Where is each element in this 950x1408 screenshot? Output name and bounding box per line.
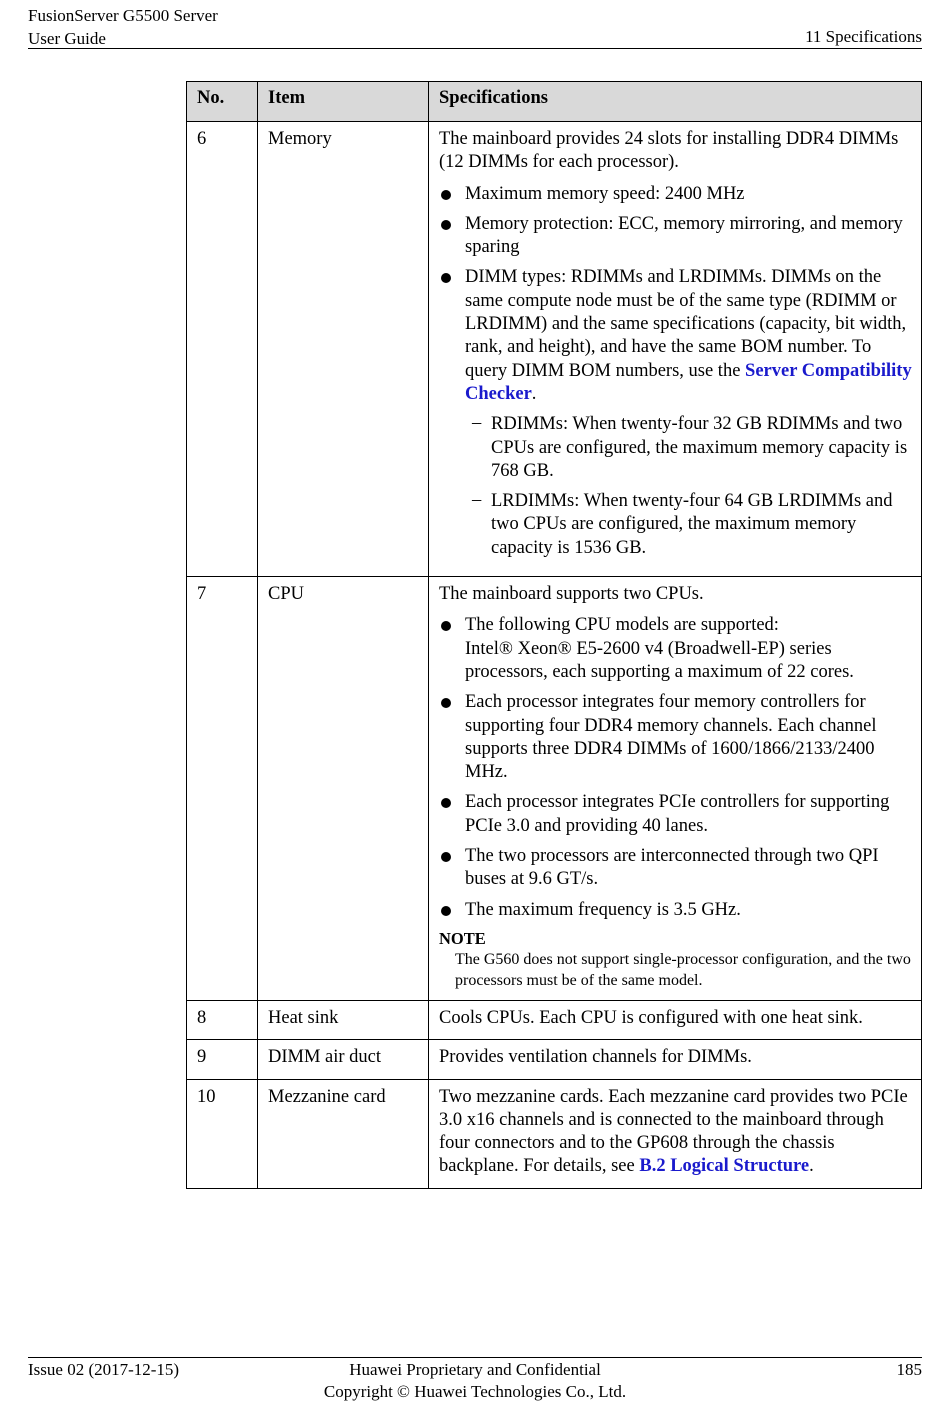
bullet-item: Each processor integrates four memory controllers for supporting four DDR4 memory channels. Each channel supports three DDR4 DIMMs of 1600/1866/2133/2400 MHz. xyxy=(439,691,913,784)
table-row-heat-sink xyxy=(187,1000,922,1039)
row-item: Heat sink xyxy=(258,1000,429,1039)
table-header-row xyxy=(187,82,922,122)
note-label: NOTE xyxy=(439,928,486,948)
bullet-icon xyxy=(441,906,451,916)
row-no: 9 xyxy=(187,1040,258,1079)
header-product: FusionServer G5500 Server xyxy=(28,6,218,25)
spec-table xyxy=(186,81,922,1189)
row-item: DIMM air duct xyxy=(258,1040,429,1079)
bullet-icon xyxy=(441,220,451,230)
bullet-icon xyxy=(441,852,451,862)
header-doc-title: User Guide xyxy=(28,29,106,48)
bullet-item: The following CPU models are supported: Intel® Xeon® E5-2600 v4 (Broadwell-EP) series processors, each supporting a maximum of 22 cores. xyxy=(439,614,913,684)
footer-rule xyxy=(28,1357,922,1358)
row-spec xyxy=(429,122,922,577)
bullet-item: DIMM types: RDIMMs and LRDIMMs. DIMMs on the same compute node must be of the same type (RDIMM or LRDIMM) and the same specifications (capacity, bit width, rank, and height), and have the same BOM number. To query DIMM BOM numbers, use the Server Compatibility Checker. – RDIMMs: When twenty-four 32 GB RDIMMs and two CPUs are configured, the maximum memory capacity is 768 GB. – LRDIMMs: When twenty-four 64 GB LRDIMMs and two CPUs are configured, the maximum memory capacity is 1536 GB. xyxy=(439,266,913,560)
header-rule xyxy=(28,48,922,49)
bullet-icon xyxy=(441,190,451,200)
footer-center xyxy=(28,1359,922,1403)
dash-icon: – xyxy=(472,413,482,434)
note-text: The G560 does not support single-processor configuration, and the two processors must be of the same model. xyxy=(455,950,911,989)
sub-list xyxy=(465,413,913,560)
footer-copyright: Copyright © Huawei Technologies Co., Ltd. xyxy=(323,1382,627,1401)
sub-item: – LRDIMMs: When twenty-four 64 GB LRDIMMs and two CPUs are configured, the maximum memory capacity is 1536 GB. xyxy=(472,490,893,558)
page-number: 185 xyxy=(896,1360,922,1379)
row-no: 10 xyxy=(187,1079,258,1188)
table-row-dimm-air-duct xyxy=(187,1040,922,1079)
row-no: 6 xyxy=(187,122,258,577)
dash-icon: – xyxy=(472,490,482,511)
bullet-item: Each processor integrates PCIe controllers for supporting PCIe 3.0 and providing 40 lanes. xyxy=(439,791,913,838)
row-no: 8 xyxy=(187,1000,258,1039)
bullet-icon xyxy=(441,621,451,631)
bullet-list xyxy=(439,614,913,922)
row-spec: Two mezzanine cards. Each mezzanine card provides two PCIe 3.0 x16 channels and is connected to the mainboard through four connectors and to the GP608 through the chassis backplane. For details, see B.2 Logical Structure. xyxy=(429,1079,922,1188)
table-row-cpu xyxy=(187,577,922,1001)
logical-structure-link[interactable]: B.2 Logical Structure xyxy=(639,1156,810,1177)
spec-intro: The mainboard supports two CPUs. xyxy=(439,584,704,605)
footer-issue: Issue 02 (2017-12-15) xyxy=(28,1360,180,1379)
col-header-spec: Specifications xyxy=(429,82,922,122)
bullet-list xyxy=(439,183,913,560)
col-header-item: Item xyxy=(258,82,429,122)
bullet-icon xyxy=(441,273,451,283)
bullet-item: The two processors are interconnected through two QPI buses at 9.6 GT/s. xyxy=(439,845,913,892)
bullet-item: Memory protection: ECC, memory mirroring, and memory sparing xyxy=(439,213,913,260)
bullet-icon xyxy=(441,698,451,708)
row-item: Mezzanine card xyxy=(258,1079,429,1188)
row-no: 7 xyxy=(187,577,258,1001)
bullet-icon xyxy=(441,798,451,808)
col-header-no: No. xyxy=(187,82,258,122)
bullet-item: The maximum frequency is 3.5 GHz. xyxy=(439,899,913,922)
row-item: CPU xyxy=(258,577,429,1001)
spec-intro: The mainboard provides 24 slots for installing DDR4 DIMMs (12 DIMMs for each processor). xyxy=(439,129,899,173)
row-spec xyxy=(429,577,922,1001)
row-spec: Provides ventilation channels for DIMMs. xyxy=(429,1040,922,1079)
table-row-mezzanine-card xyxy=(187,1079,922,1188)
server-compatibility-checker-link[interactable]: Server Compatibility Checker xyxy=(465,360,912,404)
row-item: Memory xyxy=(258,122,429,577)
table-row-memory xyxy=(187,122,922,577)
row-spec: Cools CPUs. Each CPU is configured with one heat sink. xyxy=(429,1000,922,1039)
header-chapter: 11 Specifications xyxy=(805,27,922,46)
bullet-item: Maximum memory speed: 2400 MHz xyxy=(439,183,913,206)
sub-item: – RDIMMs: When twenty-four 32 GB RDIMMs and two CPUs are configured, the maximum memory capacity is 768 GB. xyxy=(472,413,908,481)
footer-proprietary: Huawei Proprietary and Confidential xyxy=(349,1360,601,1379)
